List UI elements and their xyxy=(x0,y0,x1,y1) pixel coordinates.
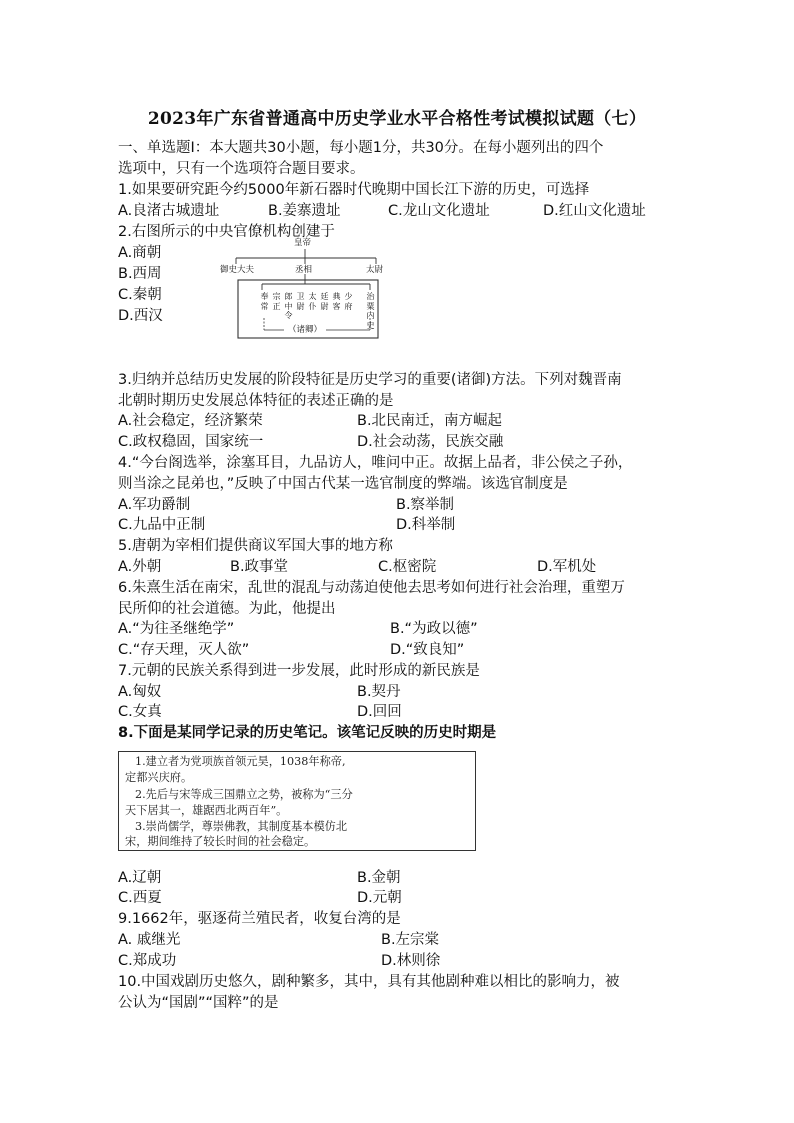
q10-stem-line2: 公认为“国剧”“国粹”的是 xyxy=(118,995,279,1011)
q6-option-b: B.“为政以德” xyxy=(390,621,478,637)
diagram-office: 典客 xyxy=(332,292,341,311)
diagram-office: 少府 xyxy=(344,292,353,311)
q5-option-b: B.政事堂 xyxy=(230,559,289,575)
q3-stem-line2: 北朝时期历史发展总体特征的表述正确的是 xyxy=(118,393,394,409)
q9-option-d: D.林则徐 xyxy=(381,953,441,969)
q8-option-a: A.辽朝 xyxy=(118,870,162,886)
note-line: 定都兴庆府。 xyxy=(125,771,193,784)
q4-stem-line2: 则当涂之昆弟也，”反映了中国古代某一选官制度的弊端。该选官制度是 xyxy=(118,476,568,492)
q2-option-c: C.秦朝 xyxy=(118,287,162,303)
history-notes-box xyxy=(118,751,476,851)
note-line: 1.建立者为党项族首领元昊，1038年称帝, xyxy=(135,755,346,768)
q9-stem: 9.1662年，驱逐荷兰殖民者，收复台湾的是 xyxy=(118,911,401,927)
q7-stem: 7.元朝的民族关系得到进一步发展，此时形成的新民族是 xyxy=(118,663,480,679)
q2-option-d: D.西汉 xyxy=(118,308,163,324)
q9-option-b: B.左宗棠 xyxy=(381,932,440,948)
q8-option-c: C.西夏 xyxy=(118,890,162,906)
q4-stem-line1: 4.“今台阁选举，涂塞耳目，九品访人，唯问中正。故据上品者，非公侯之子孙， xyxy=(118,455,633,471)
q3-option-a: A.社会稳定，经济繁荣 xyxy=(118,413,263,429)
q5-option-a: A.外朝 xyxy=(118,559,162,575)
q8-option-d: D.元朝 xyxy=(357,890,402,906)
q1-option-c: C.龙山文化遗址 xyxy=(388,203,490,219)
note-line: 3.崇尚儒学，尊崇佛教，其制度基本模仿北 xyxy=(135,820,348,833)
diagram-office: 宗正 xyxy=(272,292,281,311)
q4-option-b: B.察举制 xyxy=(396,497,455,513)
note-line: 天下居其一，雄踞西北两百年”。 xyxy=(125,804,288,817)
note-line: 2.先后与宋等成三国鼎立之势，被称为“三分 xyxy=(135,788,353,801)
q9-option-a: A. 戚继光 xyxy=(118,932,181,948)
diagram-office: 奉常 xyxy=(260,292,269,311)
q3-option-c: C.政权稳固，国家统一 xyxy=(118,434,264,450)
q8-stem: 8.下面是某同学记录的历史笔记。该笔记反映的历史时期是 xyxy=(118,725,497,741)
q3-option-d: D.社会动荡，民族交融 xyxy=(357,434,504,450)
q6-stem-line1: 6.朱熹生活在南宋，乱世的混乱与动荡迫使他去思考如何进行社会治理，重塑万 xyxy=(118,580,625,596)
q5-option-d: D.军机处 xyxy=(537,559,597,575)
q6-stem-line2: 民所仰的社会道德。为此，他提出 xyxy=(118,601,336,617)
q7-option-d: D.回回 xyxy=(357,704,402,720)
diagram-ministers-label: （诸卿） xyxy=(288,325,323,335)
q7-option-b: B.契丹 xyxy=(357,684,401,700)
q6-option-c: C.“存天理，灭人欲” xyxy=(118,642,250,658)
diagram-commandant: 太尉 xyxy=(366,265,384,275)
q9-option-c: C.郑成功 xyxy=(118,953,177,969)
diagram-office: 郎中令 xyxy=(284,292,293,320)
q3-stem-line1: 3.归纳并总结历史发展的阶段特征是历史学习的重要(诸御)方法。下列对魏晋南 xyxy=(118,372,622,388)
section-instruction-line1: 一、单选题I：本大题共30小题，每小题1分，共30分。在每小题列出的四个 xyxy=(118,140,604,156)
q1-option-b: B.姜寨遗址 xyxy=(268,203,341,219)
q7-option-c: C.女真 xyxy=(118,704,162,720)
q2-stem: 2.右图所示的中央官僚机构创建于 xyxy=(118,224,335,240)
note-line: 宋，期间维持了较长时间的社会稳定。 xyxy=(125,835,316,848)
diagram-office: 治粟内史 xyxy=(366,292,375,330)
diagram-chancellor: 丞相 xyxy=(295,265,313,275)
q1-option-a: A.良渚古城遗址 xyxy=(118,203,220,219)
diagram-office: 太仆 xyxy=(308,292,317,311)
q2-option-b: B.西周 xyxy=(118,266,162,282)
q1-option-d: D.红山文化遗址 xyxy=(543,203,646,219)
diagram-office: 廷尉 xyxy=(320,292,329,311)
q3-option-b: B.北民南迁，南方崛起 xyxy=(357,413,503,429)
q2-option-a: A.商朝 xyxy=(118,245,162,261)
q1-stem: 1.如果要研究距今约5000年新石器时代晚期中国长江下游的历史，可选择 xyxy=(118,182,590,198)
section-instruction-line2: 选项中，只有一个选项符合题目要求。 xyxy=(118,161,365,177)
diagram-emperor: 皇帝 xyxy=(294,238,312,248)
diagram-office: 卫尉 xyxy=(296,292,305,311)
q5-option-c: C.枢密院 xyxy=(378,559,437,575)
official-structure-diagram xyxy=(220,238,388,340)
q4-option-a: A.军功爵制 xyxy=(118,497,191,513)
q4-option-d: D.科举制 xyxy=(396,517,456,533)
q6-option-a: A.“为往圣继绝学” xyxy=(118,621,235,637)
q10-stem-line1: 10.中国戏剧历史悠久，剧种繁多，其中，具有其他剧种难以相比的影响力，被 xyxy=(118,974,620,990)
page-title: 2023年广东省普通高中历史学业水平合格性考试模拟试题（七） xyxy=(147,109,647,129)
q7-option-a: A.匈奴 xyxy=(118,684,162,700)
q5-stem: 5.唐朝为宰相们提供商议军国大事的地方称 xyxy=(118,538,393,554)
q8-option-b: B.金朝 xyxy=(357,870,401,886)
diagram-censor: 御史大夫 xyxy=(220,265,255,275)
q6-option-d: D.“致良知” xyxy=(390,642,465,658)
q4-option-c: C.九品中正制 xyxy=(118,517,206,533)
